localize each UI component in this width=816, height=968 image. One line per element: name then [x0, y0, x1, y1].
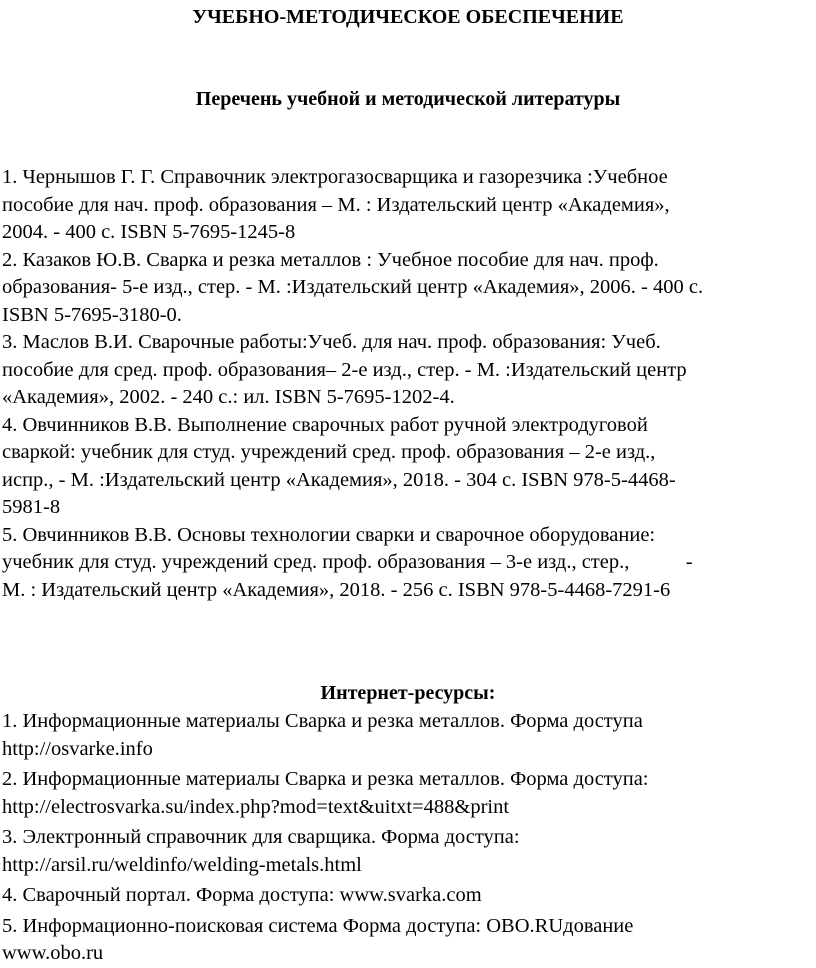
literature-line: пособие для сред. проф. образования– 2-е изд., стер. - М. :Издательский центр	[2, 358, 687, 381]
literature-line: сваркой: учебник для студ. учреждений сред. проф. образования – 2-е изд.,	[2, 441, 656, 463]
literature-line: испр., - М. :Издательский центр «Академия», 2018. - 304 с. ISBN 978-5-4468-	[2, 468, 676, 491]
resource-description: 4. Сварочный портал. Форма доступа: www.svarka.com	[2, 884, 482, 906]
literature-line: пособие для нач. проф. образования – М. : Издательский центр «Академия»,	[2, 193, 670, 216]
literature-line: 5981-8	[2, 496, 61, 518]
resource-description: 5. Информационно-поисковая система Форма доступа: OBO.RUдование	[2, 914, 634, 937]
literature-line: 2004. - 400 с. ISBN 5-7695-1245-8	[2, 221, 296, 243]
internet-resource-item	[2, 824, 802, 879]
literature-line: образования- 5-е изд., стер. - М. :Издательский центр «Академия», 2006. - 400 с.	[2, 276, 704, 298]
resource-url[interactable]: http://osvarke.info	[2, 737, 153, 760]
literature-line: ISBN 5-7695-3180-0.	[2, 303, 182, 326]
resource-url[interactable]: www.obo.ru	[2, 942, 104, 964]
resource-url[interactable]: http://arsil.ru/weldinfo/welding-metals.html	[2, 853, 362, 876]
literature-line: 2. Казаков Ю.В. Сварка и резка металлов : Учебное пособие для нач. проф.	[2, 248, 659, 271]
literature-section-title: Перечень учебной и методической литературы	[195, 88, 621, 110]
literature-line: 5. Овчинников В.В. Основы технологии сварки и сварочное оборудование:	[2, 523, 656, 546]
resource-url[interactable]: http://electrosvarka.su/index.php?mod=text&uitxt=488&print	[2, 795, 510, 818]
internet-resources-list	[2, 708, 802, 968]
resource-description: 1. Информационные материалы Сварка и резка металлов. Форма доступа	[2, 710, 643, 732]
literature-list	[2, 164, 802, 604]
resource-description: 2. Информационные материалы Сварка и резка металлов. Форма доступа:	[2, 768, 649, 790]
internet-resource-item	[2, 766, 802, 821]
literature-line: «Академия», 2002. - 240 с.: ил. ISBN 5-7695-1202-4.	[2, 386, 455, 408]
internet-section-title: Интернет-ресурсы:	[320, 682, 496, 704]
literature-line: 1. Чернышов Г. Г. Справочник электрогазосварщика и газорезчика :Учебное	[2, 166, 668, 188]
literature-line: учебник для студ. учреждений сред. проф. образования – 3-е изд., стер., -	[2, 551, 693, 573]
literature-line: М. : Издательский центр «Академия», 2018. - 256 с. ISBN 978-5-4468-7291-6	[2, 578, 671, 601]
literature-line: 3. Маслов В.И. Сварочные работы:Учеб. для нач. проф. образования: Учеб.	[2, 331, 661, 353]
internet-resource-item	[2, 882, 802, 910]
internet-resource-item	[2, 708, 802, 763]
literature-line: 4. Овчинников В.В. Выполнение сварочных работ ручной электродуговой	[2, 413, 648, 436]
internet-resource-item	[2, 913, 802, 968]
document-heading: УЧЕБНО-МЕТОДИЧЕСКОЕ ОБЕСПЕЧЕНИЕ	[192, 6, 624, 28]
resource-description: 3. Электронный справочник для сварщика. Форма доступа:	[2, 826, 520, 848]
